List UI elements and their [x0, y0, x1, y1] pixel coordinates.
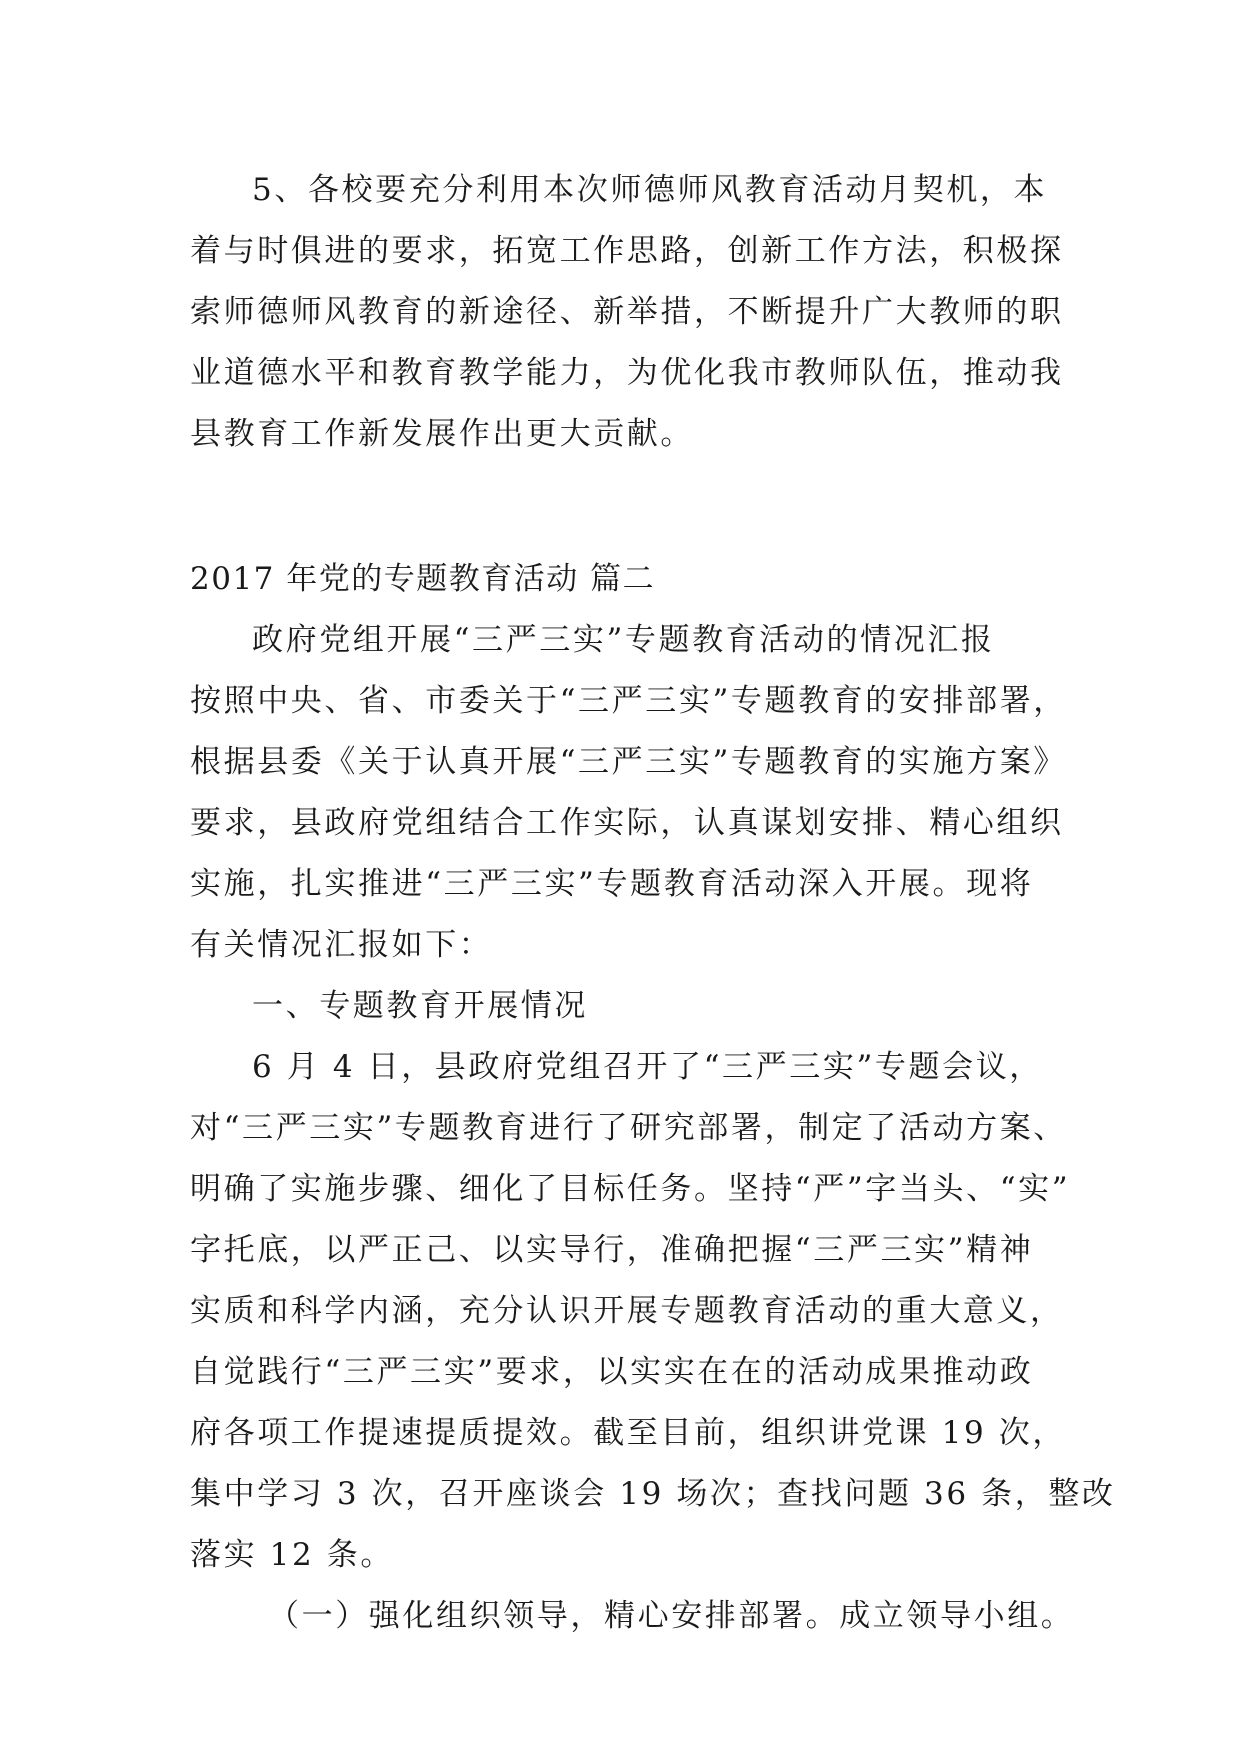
subsection-1-title: （一）强化组织领导，精心安排部署。成立领导小组。 — [268, 1598, 1075, 1634]
text-line: 实质和科学内涵，充分认识开展专题教育活动的重大意义， — [190, 1293, 1064, 1329]
text-line: 着与时俱进的要求，拓宽工作思路，创新工作方法，积极探 — [190, 233, 1064, 269]
text-line: 按照中央、省、市委关于“三严三实”专题教育的安排部署， — [190, 683, 1067, 719]
text-line: 字托底，以严正己、以实导行，准确把握“三严三实”精神 — [190, 1232, 1034, 1268]
text-line: 要求，县政府党组结合工作实际，认真谋划安排、精心组织 — [190, 805, 1064, 841]
text-line: 业道德水平和教育教学能力，为优化我市教师队伍，推动我 — [190, 355, 1064, 391]
text-line: 6 月 4 日，县政府党组召开了“三严三实”专题会议， — [252, 1049, 1043, 1085]
section-1-body — [190, 1037, 1116, 1586]
text-line: 实施，扎实推进“三严三实”专题教育活动深入开展。现将 — [190, 866, 1034, 902]
section-heading: 2017 年党的专题教育活动 篇二 — [190, 561, 656, 597]
text-line: 根据县委《关于认真开展“三严三实”专题教育的实施方案》 — [190, 744, 1067, 780]
paragraph-5 — [190, 160, 1070, 465]
text-line: 5、各校要充分利用本次师德师风教育活动月契机，本 — [252, 172, 1048, 208]
text-line: 府各项工作提速提质提效。截至目前，组织讲党课 19 次， — [190, 1415, 1066, 1451]
section-1-title: 一、专题教育开展情况 — [252, 988, 588, 1024]
text-line: 集中学习 3 次，召开座谈会 19 场次；查找问题 36 条，整改 — [190, 1476, 1116, 1512]
text-line: 明确了实施步骤、细化了目标任务。坚持“严”字当头、“实” — [190, 1171, 1071, 1207]
document-page — [190, 160, 1116, 1647]
text-line: 对“三严三实”专题教育进行了研究部署，制定了活动方案、 — [190, 1110, 1067, 1146]
report-title-line: 政府党组开展“三严三实”专题教育活动的情况汇报 — [252, 622, 995, 658]
text-line: 自觉践行“三严三实”要求，以实实在在的活动成果推动政 — [190, 1354, 1034, 1390]
report-intro — [190, 610, 1070, 976]
text-line: 有关情况汇报如下： — [190, 927, 493, 963]
text-line: 县教育工作新发展作出更大贡献。 — [190, 416, 694, 452]
text-line: 索师德师风教育的新途径、新举措，不断提升广大教师的职 — [190, 294, 1064, 330]
text-line: 落实 12 条。 — [190, 1537, 394, 1573]
spacer — [190, 465, 1070, 549]
